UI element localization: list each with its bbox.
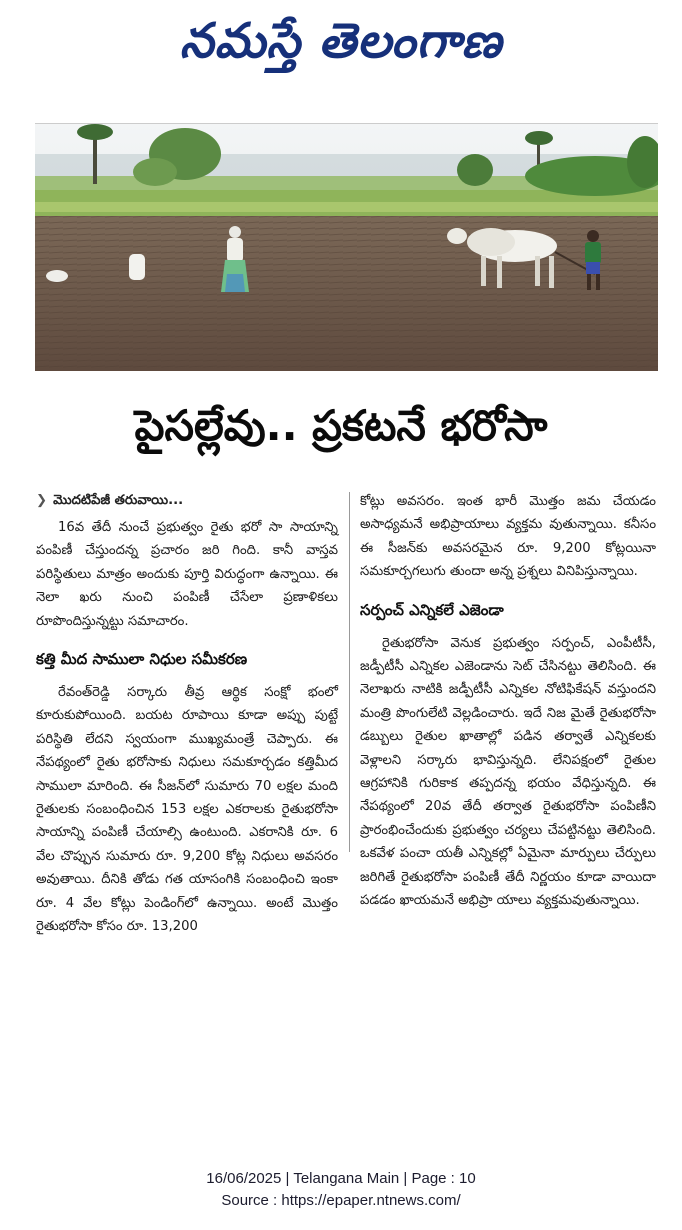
headline: పైసల్లేవు.. ప్రకటనే భరోసా — [134, 401, 548, 450]
masthead-logo: నమస్తే తెలంగాణ — [179, 13, 503, 69]
article-column-left — [36, 490, 338, 939]
subheading: కత్తి మీద సాములా నిధుల సమీకరణ — [36, 650, 248, 669]
footer-edition-line: 16/06/2025 | Telangana Main | Page : 10 — [206, 1170, 476, 1187]
paragraph: రైతుభరోసా వెనుక ప్రభుత్వం సర్పంచ్, ఎంపీటీసీ, జడ్పీటీసీ ఎన్నికల ఎజెండాను సెట్ చేసినట్టు తెలిసింది. ఈ నెలాఖరు నాటికి జడ్పీటీసీ ఎన్నికల నోటిఫికేషన్ వస్తుందని మంత్రి పొంగులేటి వెల్లడించారు. ఇదే నిజ మైతే రైతుభరోసా డబ్బులు రైతుల ఖాతాల్లో పడిన తర్వాతే ఎన్నికలకు వెళ్లాలని సర్కారు భావిస్తున్నది. లేనిపక్షంలో రైతుల ఆగ్రహానికి గురికాక తప్పదన్న భయం వేధిస్తున్నది. ఈ నేపథ్యంలో 20వ తేదీ తర్వాత రైతుభరోసా పంపిణీని ప్రారంభించేందుకు ప్రభుత్వం చర్యలు చేపట్టినట్టు తెలిసింది. ఒకవేళ పంచా యతీ ఎన్నికల్లో ఏమైనా మార్పులు చేర్పులు జరిగితే రైతుభరోసా పంపిణీ తేదీ నిర్ణయం కూడా వాయిదా పడడం ఖాయమనే అభిప్రా యాలు వ్యక్తమవుతున్నాయి. — [360, 635, 656, 909]
chevron-right-icon: ❯ — [36, 493, 48, 508]
paragraph: రేవంత్‌రెడ్డి సర్కారు తీవ్ర ఆర్థిక సంక్షో భంలో కూరుకుపోయింది. బయట రూపాయి కూడా అప్పు పుట్టే పరిస్థితి లేదని స్వయంగా ముఖ్యమంత్రే చెప్పారు. ఈ నేపథ్యంలో రైతు భరోసాకు నిధులు సమకూర్చడం కత్తిమీద సాములా మారింది. ఈ సీజన్‌లో సుమారు 70 లక్షల మంది రైతులకు సంబంధించిన 153 లక్షల ఎకరాలకు రైతుభరోసా సాయాన్ని పంపిణీ చేయాల్సి ఉంటుంది. ఎకరానికి రూ. 6 వేల చొప్పున సుమారు రూ. 9,200 కోట్ల నిధులు అవసరం అవుతాయి. దీనికి తోడు గత యాసంగికి సంబంధించి ఇంకా రూ. 4 వేల కోట్లు పెండింగ్‌లో ఉన్నాయి. అంటే మొత్తం రైతుభరోసా కోసం రూ. 13,200 — [36, 685, 338, 935]
article-column-right — [360, 490, 656, 913]
subheading: సర్పంచ్ ఎన్నికలే ఎజెండా — [360, 600, 504, 619]
page-footer — [0, 1168, 682, 1212]
kicker-text: మొదటిపేజీ తరువాయి... — [53, 493, 184, 508]
article-photo — [35, 123, 658, 371]
paragraph: 16వ తేదీ నుంచే ప్రభుత్వం రైతు భరో సా సాయాన్ని పంపిణీ చేస్తుందన్న ప్రచారం జరి గింది. కానీ వాస్తవ పరిస్థితులు మాత్రం అందుకు పూర్తి విరుద్ధంగా ఉన్నాయి. ఈ నెలా ఖరు నుంచి పంపిణీ చేసేలా ప్రణాళికలు రూపొందిస్తున్నట్టు సమాచారం. — [36, 520, 338, 629]
footer-source-line: Source : https://epaper.ntnews.com/ — [221, 1192, 461, 1209]
column-divider — [349, 492, 350, 852]
paragraph: కోట్లు అవసరం. ఇంత భారీ మొత్తం జమ చేయడం అసాధ్యమనే అభిప్రాయాలు వ్యక్తమ వుతున్నాయి. కనీసం ఈ సీజన్‌కు అవసరమైన రూ. 9,200 కోట్లయినా సమకూర్చగలుగు తుందా అన్న ప్రశ్నలు వినిపిస్తున్నాయి. — [360, 494, 656, 580]
farm-field-photo — [35, 124, 658, 371]
continuation-kicker — [36, 490, 338, 512]
